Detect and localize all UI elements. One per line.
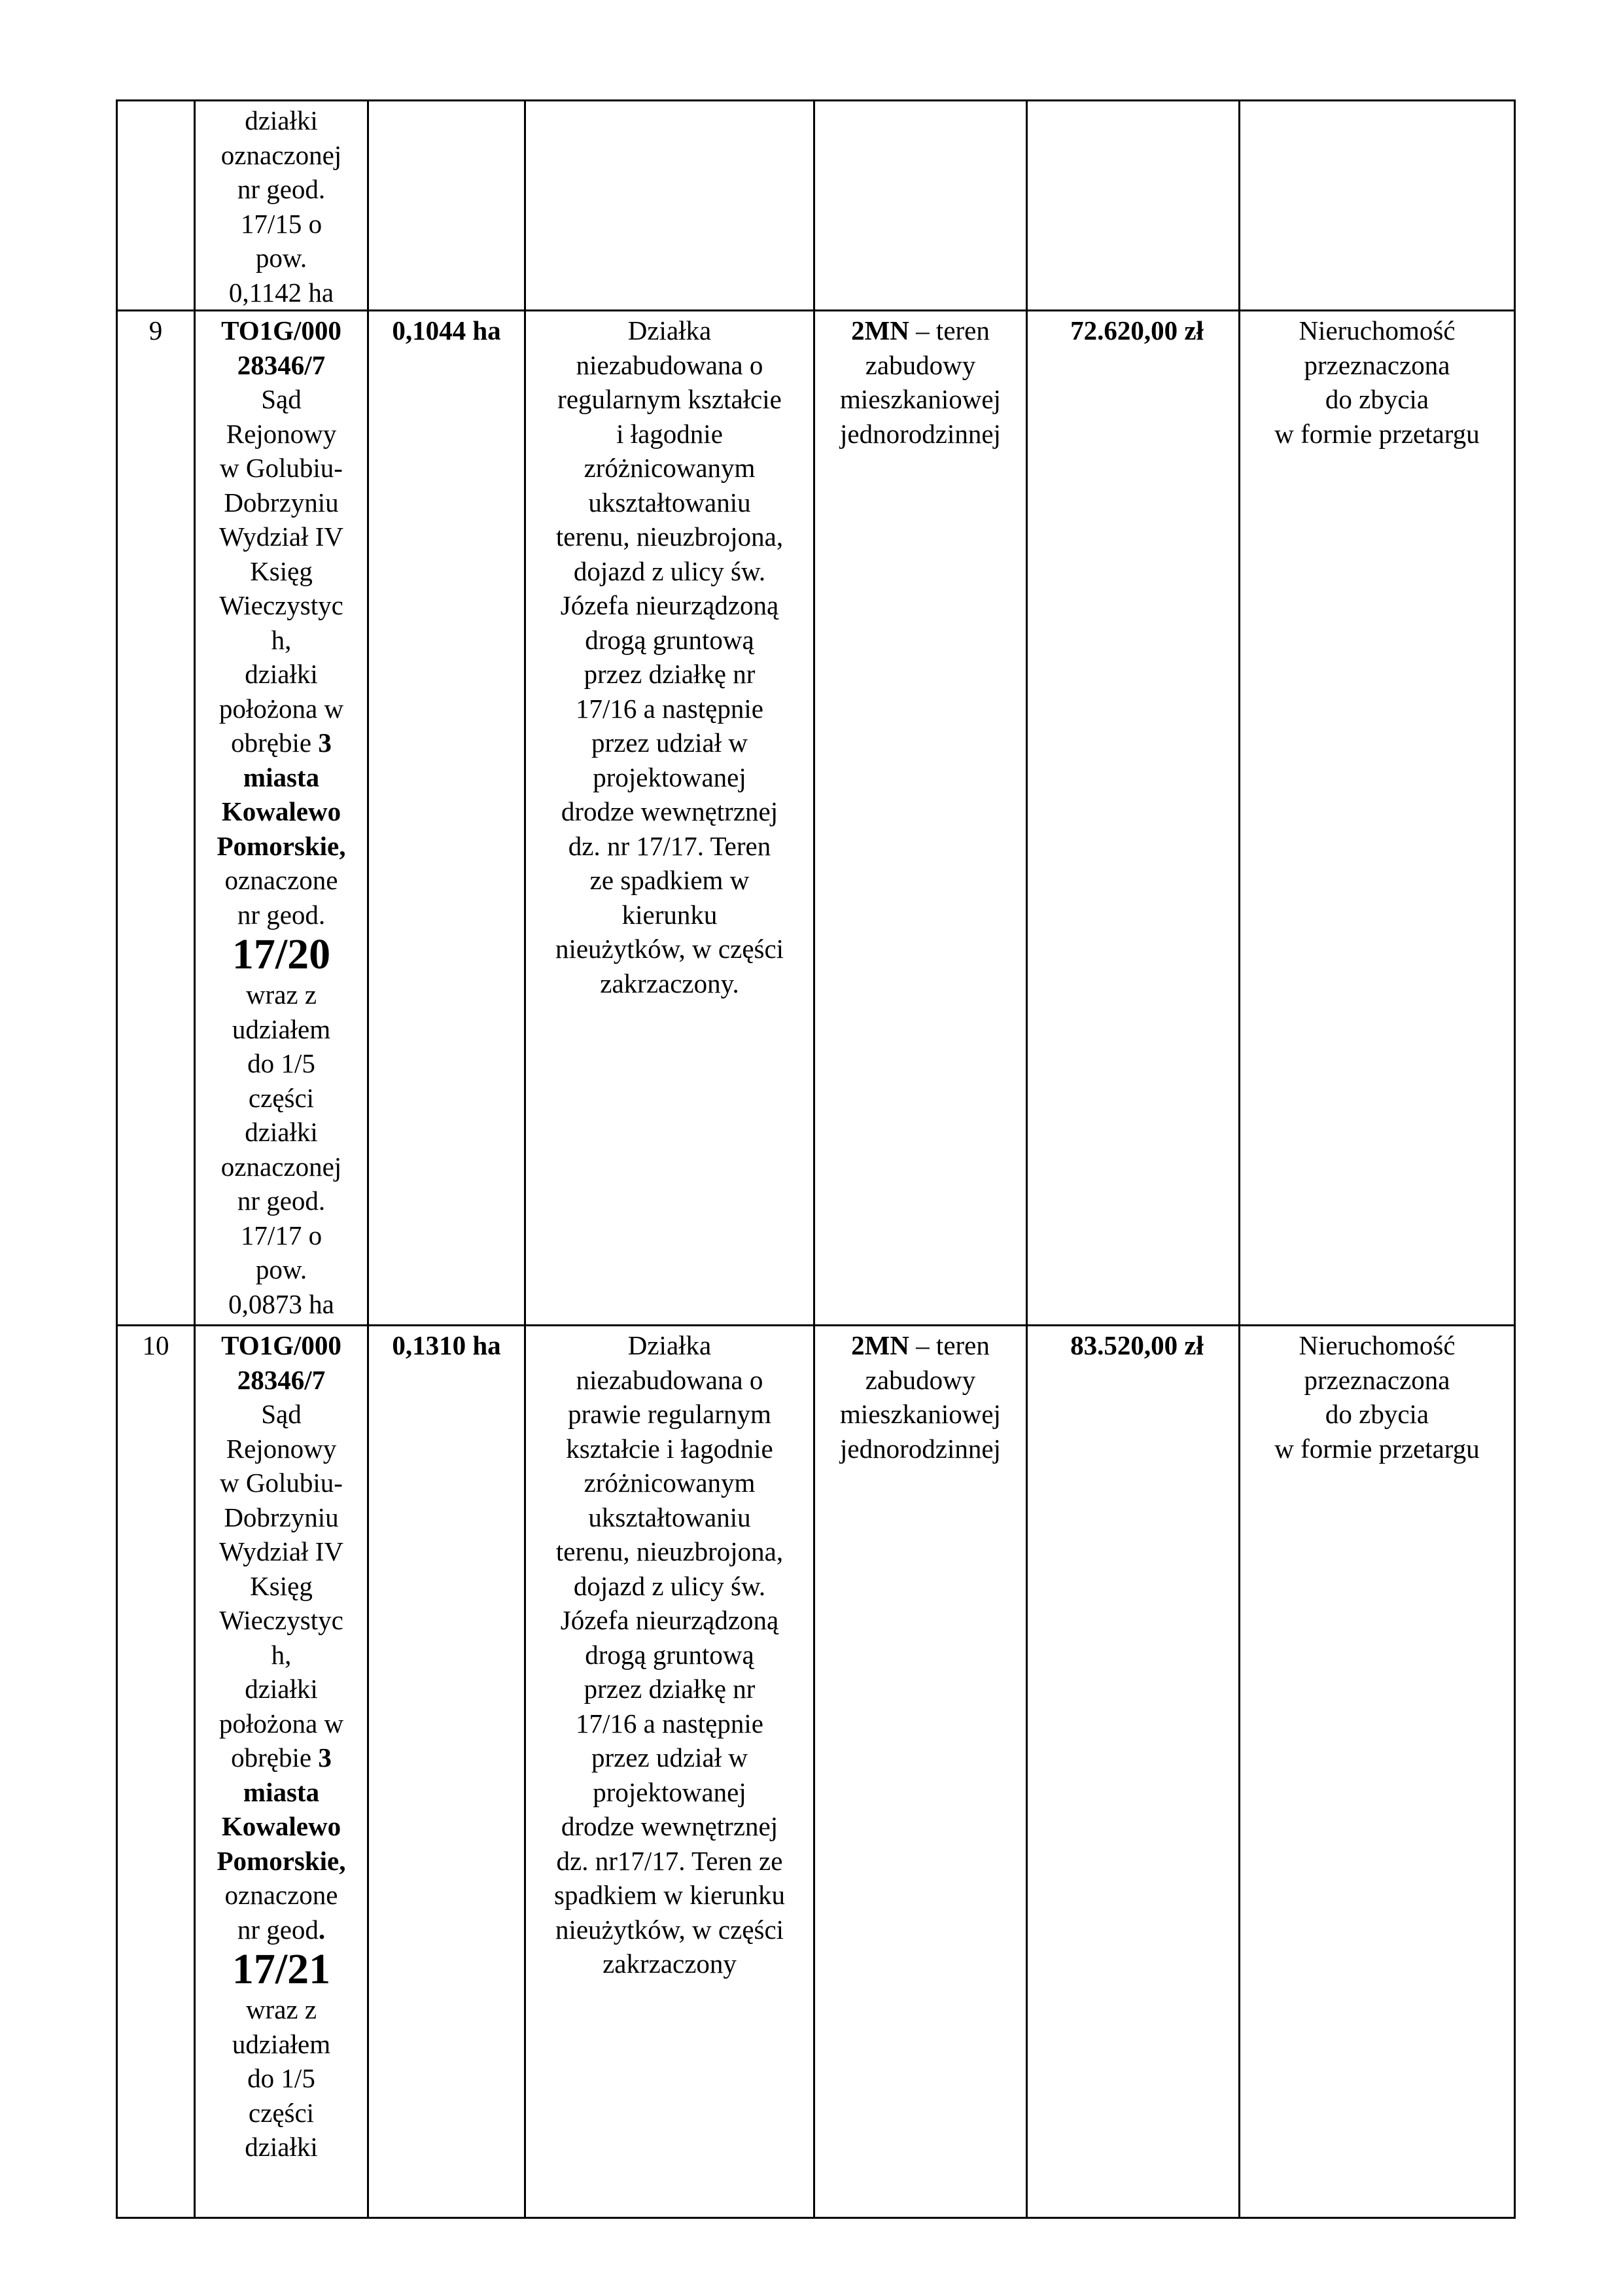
kw-number: TO1G/000 (221, 1330, 341, 1360)
text-line: Sąd (261, 1399, 302, 1429)
text-line: drogą gruntową (585, 1639, 754, 1670)
cell-price: 83.520,00 zł (1027, 1326, 1240, 2218)
text-line: Wydział IV (219, 521, 343, 552)
text-line: dojazd z ulicy św. (573, 1570, 766, 1601)
text-line (200, 1740, 363, 1775)
text-line: do zbycia (1325, 1399, 1429, 1429)
text-line: jednorodzinnej (840, 1433, 1001, 1464)
text-line: h, (271, 1639, 292, 1670)
text-line: Działka (627, 1330, 712, 1360)
text-line: działki (245, 2132, 318, 2162)
text-line: zróżnicowanym (584, 1468, 756, 1498)
text-line: przez działkę nr (584, 1674, 756, 1704)
text-line: zabudowy (865, 1364, 976, 1395)
text-line: działki (245, 1674, 318, 1704)
text-line: Rejonowy (226, 418, 337, 449)
geod-label: nr geod (237, 1914, 319, 1945)
text-line: działki (245, 659, 318, 689)
zoning-text: – teren (909, 1330, 990, 1360)
cell-price: 72.620,00 zł (1027, 311, 1240, 1326)
text-line (200, 726, 363, 760)
text-line: Wydział IV (219, 1536, 343, 1566)
cell-purpose (1240, 101, 1515, 311)
text-line: i łagodnie (616, 418, 723, 449)
text-line: w formie przetargu (1274, 418, 1480, 449)
cell-zoning (814, 311, 1027, 1326)
text-line: oznaczone (224, 1880, 338, 1910)
text-line: Rejonowy (226, 1433, 337, 1464)
text-line: wraz z (245, 1994, 317, 2024)
text-line: Józefa nieurządzoną (560, 1605, 779, 1635)
text-line: Kowalewo (221, 796, 341, 826)
text-line: części (248, 2097, 315, 2128)
obreb-prefix: obrębie (231, 728, 319, 758)
text-line (819, 1328, 1022, 1363)
table-row-continuation (117, 101, 1515, 311)
text-line: drodze wewnętrznej (561, 1811, 778, 1841)
text-line: Sąd (261, 384, 302, 414)
text-line: nieużytków, w części (555, 1914, 784, 1945)
text-line: oznaczone (224, 865, 338, 895)
text-line: drogą gruntową (585, 624, 754, 655)
text-line: spadkiem w kierunku (554, 1880, 785, 1910)
text-line: przez działkę nr (584, 659, 756, 689)
text-line: w Golubiu- (220, 1468, 343, 1498)
text-line: mieszkaniowej (840, 384, 1001, 414)
text-line: Dobrzyniu (224, 1502, 339, 1532)
text-line: dz. nr 17/17. Teren (568, 830, 771, 861)
text-line: położona w (218, 693, 344, 724)
cell-land-register (195, 311, 368, 1326)
text-line: dz. nr17/17. Teren ze (556, 1845, 783, 1876)
text-line: Pomorskie, (217, 830, 346, 861)
text-line: h, (271, 624, 292, 655)
cell-lp: 9 (117, 311, 195, 1326)
text-line: części (248, 1082, 315, 1113)
text-line: w Golubiu- (220, 453, 343, 483)
text-line: 0,0873 ha (228, 1288, 334, 1319)
text-line: zróżnicowanym (584, 453, 756, 483)
kw-number: TO1G/000 (221, 315, 341, 345)
text-line: mieszkaniowej (840, 1399, 1001, 1429)
text-line: przeznaczona (1304, 349, 1450, 380)
cell-price (1027, 101, 1240, 311)
cell-description (525, 1326, 814, 2218)
text-line: Pomorskie, (217, 1845, 346, 1876)
parcel-number: 17/20 (232, 930, 331, 978)
text-line: zabudowy (865, 349, 976, 380)
text-line: ukształtowaniu (588, 487, 751, 518)
text-line: zakrzaczony (602, 1949, 737, 1979)
text-line: 17/16 a następnie (576, 1708, 763, 1739)
text-line: prawie regularnym (568, 1399, 771, 1429)
text-line: Nieruchomość (1299, 315, 1456, 345)
text-line: wraz z (245, 980, 317, 1010)
text-line: nr geod. (237, 174, 326, 204)
property-table (116, 99, 1516, 2219)
text-line: Józefa nieurządzoną (560, 590, 779, 620)
text-line: udziałem (232, 2028, 331, 2059)
text-line: Księg (250, 1570, 313, 1601)
text-line: kierunku (621, 899, 718, 930)
text-line: pow. (255, 1254, 307, 1284)
text-line: w formie przetargu (1274, 1433, 1480, 1464)
text-line: niezabudowana o (576, 1364, 763, 1395)
text-line: działki (245, 1117, 318, 1147)
cell-land-register (195, 101, 368, 311)
text-line: dojazd z ulicy św. (573, 556, 766, 586)
zoning-text: – teren (909, 315, 990, 345)
cell-purpose (1240, 311, 1515, 1326)
text-line: Kowalewo (221, 1811, 341, 1841)
text-line: udziałem (232, 1014, 331, 1044)
text-line: jednorodzinnej (840, 418, 1001, 449)
cell-zoning (814, 101, 1027, 311)
text-line: Działka (627, 315, 712, 345)
text-line: 17/16 a następnie (576, 693, 763, 724)
text-line: zakrzaczony. (600, 968, 739, 998)
text-line: 0,1142 ha (228, 277, 334, 308)
text-line (819, 313, 1022, 348)
text-line: drodze wewnętrznej (561, 796, 778, 826)
cell-area: 0,1044 ha (368, 311, 525, 1326)
zoning-code: 2MN (851, 315, 909, 345)
text-line: pow. (255, 243, 307, 273)
text-line: Księg (250, 556, 313, 586)
text-line: ze spadkiem w (589, 865, 750, 895)
cell-zoning (814, 1326, 1027, 2218)
text-line: niezabudowana o (576, 349, 763, 380)
text-line: do 1/5 (247, 2063, 315, 2093)
kw-number: 28346/7 (237, 349, 326, 380)
text-line (200, 1913, 363, 1947)
text-line: działki (245, 105, 318, 135)
text-line: oznaczonej (220, 1151, 342, 1182)
text-line: nieużytków, w części (555, 934, 784, 964)
text-line: terenu, nieuzbrojona, (555, 521, 784, 552)
text-line: Wieczystyc (219, 590, 343, 620)
zoning-code: 2MN (851, 1330, 909, 1360)
text-line: Nieruchomość (1299, 1330, 1456, 1360)
table-row-9 (117, 311, 1515, 1326)
text-line: położona w (218, 1708, 344, 1739)
cell-area (368, 101, 525, 311)
text-line: Wieczystyc (219, 1605, 343, 1635)
cell-purpose (1240, 1326, 1515, 2218)
text-line: oznaczonej (220, 139, 342, 170)
text-line: 17/15 o (240, 208, 323, 239)
text-line: miasta (243, 762, 320, 792)
text-line: nr geod. (237, 899, 326, 930)
obreb-prefix: obrębie (231, 1742, 319, 1773)
text-line: projektowanej (593, 762, 746, 792)
text-line: Dobrzyniu (224, 487, 339, 518)
text-line: do 1/5 (247, 1048, 315, 1078)
obreb-number: 3 (318, 1742, 332, 1773)
geod-dot: . (318, 1914, 326, 1945)
text-line: projektowanej (593, 1776, 746, 1807)
table-row-10 (117, 1326, 1515, 2218)
text-line: kształcie i łagodnie (566, 1433, 773, 1464)
kw-number: 28346/7 (237, 1364, 326, 1395)
text-line: ukształtowaniu (588, 1502, 751, 1532)
parcel-number: 17/21 (232, 1945, 331, 1993)
text-line: przez udział w (591, 1742, 748, 1773)
cell-lp (117, 101, 195, 311)
cell-area: 0,1310 ha (368, 1326, 525, 2218)
text-line: do zbycia (1325, 384, 1429, 414)
obreb-number: 3 (318, 728, 332, 758)
text-line: przez udział w (591, 728, 748, 758)
text-line: terenu, nieuzbrojona, (555, 1536, 784, 1566)
cell-land-register (195, 1326, 368, 2218)
text-line: 17/17 o (240, 1220, 323, 1250)
text-line: regularnym kształcie (557, 384, 782, 414)
text-line: przeznaczona (1304, 1364, 1450, 1395)
text-line: nr geod. (237, 1186, 326, 1216)
cell-lp: 10 (117, 1326, 195, 2218)
cell-description (525, 101, 814, 311)
text-line: miasta (243, 1776, 320, 1807)
cell-description (525, 311, 814, 1326)
